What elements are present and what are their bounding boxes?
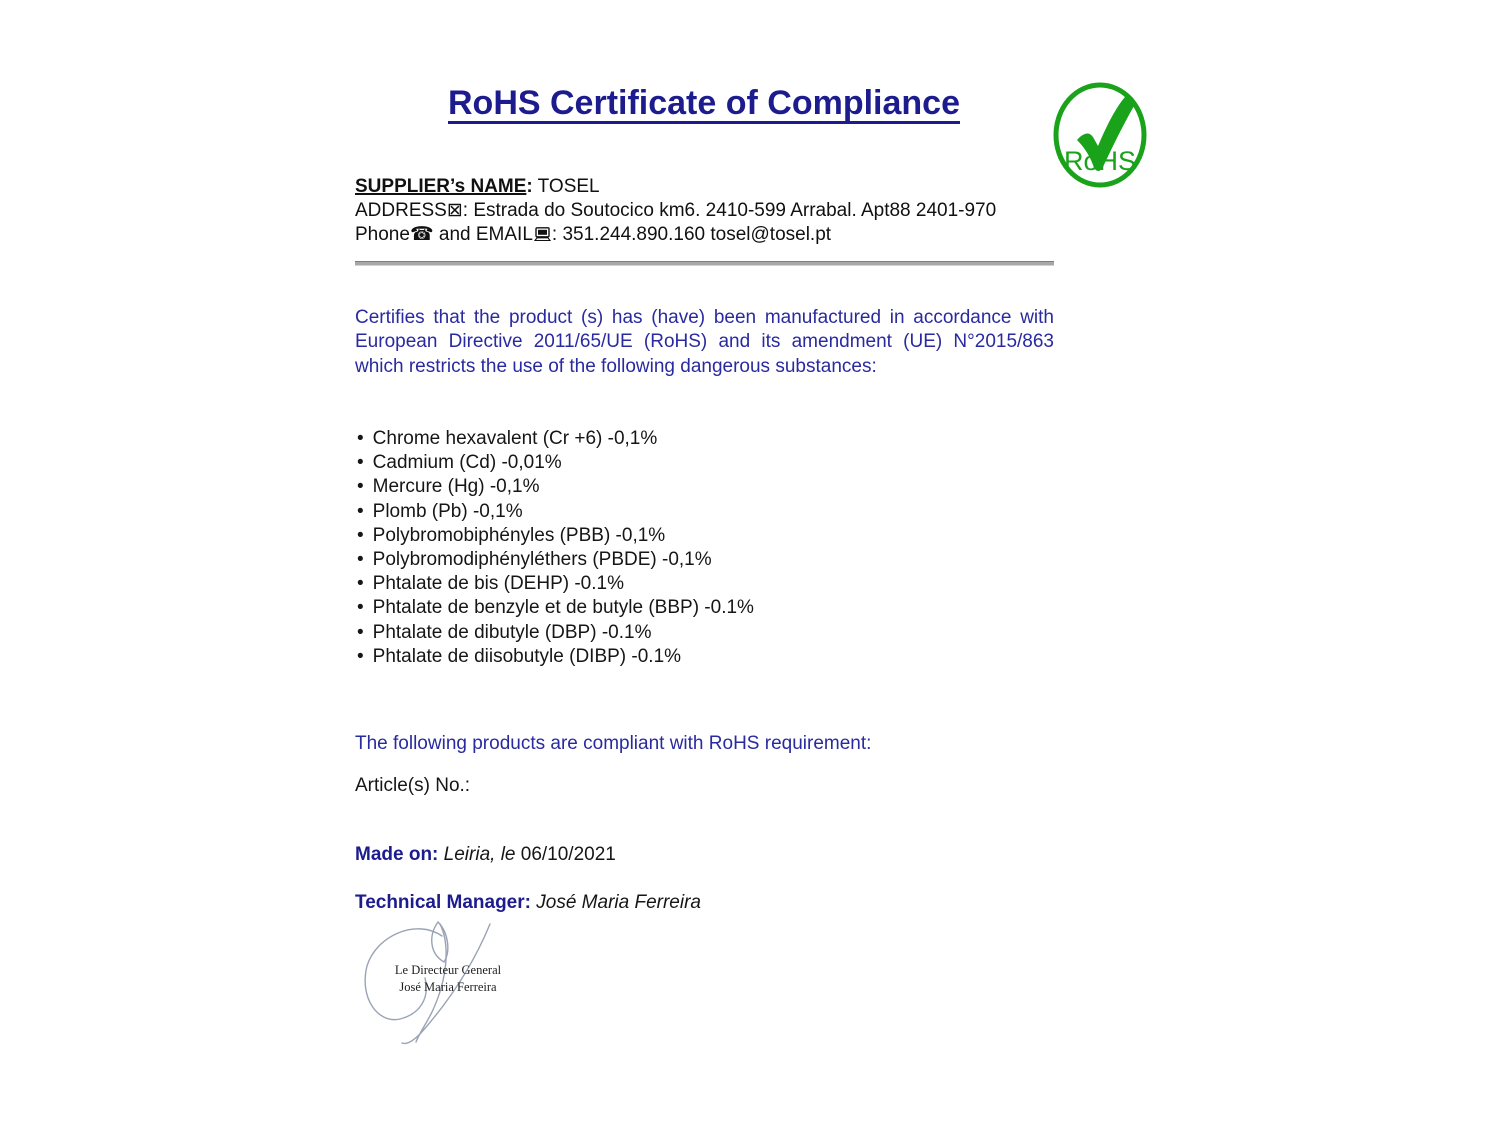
substances-list — [357, 427, 754, 669]
substance-item: • Polybromodiphényléthers (PBDE) -0,1% — [357, 548, 754, 572]
substance-item: • Polybromobiphényles (PBB) -0,1% — [357, 524, 754, 548]
supplier-name-colon: : — [526, 176, 533, 197]
divider — [355, 261, 1054, 266]
page-title — [355, 84, 1053, 123]
substance-item: • Phtalate de bis (DEHP) -0.1% — [357, 572, 754, 596]
svg-text:RoHS: RoHS — [1063, 146, 1137, 176]
supplier-info — [355, 175, 996, 249]
page-title-text: RoHS Certificate of Compliance — [448, 84, 960, 122]
supplier-name-line — [355, 175, 996, 199]
supplier-contact-line — [355, 223, 996, 249]
contact-value: : 351.244.890.160 tosel@tosel.pt — [551, 224, 832, 245]
signature-block — [356, 916, 526, 1051]
articles-label: Article(s) No.: — [355, 775, 471, 796]
signature-line2: José Maria Ferreira — [399, 980, 497, 994]
computer-icon — [534, 225, 551, 249]
supplier-name-value: TOSEL — [532, 176, 600, 197]
substance-item: • Mercure (Hg) -0,1% — [357, 475, 754, 499]
address-label: ADDRESS — [355, 200, 447, 221]
substance-item: • Phtalate de dibutyle (DBP) -0.1% — [357, 621, 754, 645]
rohs-logo-icon — [1050, 80, 1150, 190]
made-on-date: 06/10/2021 — [520, 844, 616, 865]
made-on-line — [355, 844, 616, 866]
made-on-label: Made on: — [355, 844, 439, 865]
signature-line1: Le Directeur General — [394, 963, 502, 977]
signature-text — [388, 962, 508, 996]
rohs-logo — [1050, 80, 1150, 190]
envelope-icon: ⊠ — [446, 200, 463, 221]
products-compliance-line: The following products are compliant with RoHS requirement: — [355, 733, 872, 754]
technical-manager-line — [355, 892, 701, 914]
substance-item: • Cadmium (Cd) -0,01% — [357, 451, 754, 475]
substance-item: • Plomb (Pb) -0,1% — [357, 500, 754, 524]
address-value: : Estrada do Soutocico km6. 2410-599 Arrabal. Apt88 2401-970 — [462, 200, 997, 221]
and-email-label: and EMAIL — [433, 224, 533, 245]
phone-label: Phone — [355, 224, 410, 245]
certification-paragraph: Certifies that the product (s) has (have) been manufactured in accordance with European Directive 2011/65/UE (RoHS) and its amendment (UE) N°2015/863 which restricts the use of the following dangerous substances: — [355, 307, 1054, 377]
substance-item: • Phtalate de benzyle et de butyle (BBP) -0.1% — [357, 596, 754, 620]
technical-manager-name: José Maria Ferreira — [530, 892, 701, 913]
technical-manager-label: Technical Manager: — [355, 892, 531, 913]
made-on-place: Leiria, le — [438, 844, 521, 865]
supplier-name-label: SUPPLIER’s NAME — [355, 176, 527, 197]
phone-icon: ☎ — [409, 224, 434, 245]
substance-item: • Phtalate de diisobutyle (DIBP) -0.1% — [357, 645, 754, 669]
substance-item: • Chrome hexavalent (Cr +6) -0,1% — [357, 427, 754, 451]
supplier-address-line — [355, 199, 996, 223]
